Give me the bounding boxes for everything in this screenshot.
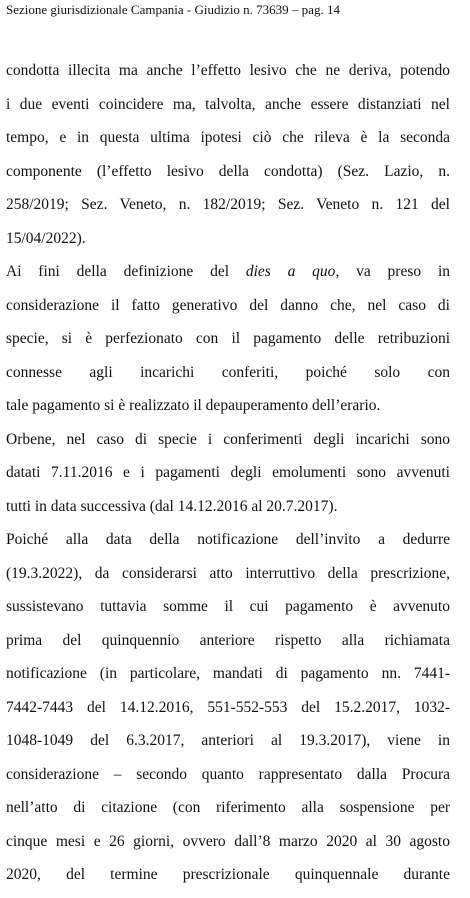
- text-line: [6, 255, 450, 289]
- text-line: (19.3.2022), da considerarsi atto interruttivo della prescrizione,: [6, 564, 450, 582]
- text-line: specie, si è perfezionato con il pagamento delle retribuzioni: [6, 330, 450, 347]
- text-line: 258/2019; Sez. Veneto, n. 182/2019; Sez. Veneto n. 121 del: [6, 196, 450, 213]
- text-line: condotta illecita ma anche l’effetto lesivo che ne deriva, potendo: [6, 62, 450, 79]
- text-line: considerazione il fatto generativo del danno che, nel caso di: [6, 296, 450, 314]
- text-line: Orbene, nel caso di specie i conferimenti degli incarichi sono: [6, 430, 450, 448]
- text-line: nell’atto di citazione (con riferimento alla sospensione per: [6, 799, 450, 816]
- text-line: componente (l’effetto lesivo della condotta) (Sez. Lazio, n.: [6, 162, 450, 180]
- text-line: connesse agli incarichi conferiti, poiché solo con: [6, 363, 450, 381]
- text-line: 15/04/2022).: [6, 229, 86, 247]
- text-line: 7442-7443 del 14.12.2016, 551-552-553 del 15.2.2017, 1032-: [6, 698, 450, 716]
- text-segment: , va preso in: [335, 263, 450, 280]
- text-line: tutti in data successiva (dal 14.12.2016 al 20.7.2017).: [6, 497, 338, 515]
- text-line: cinque mesi e 26 giorni, ovvero dall’8 marzo 2020 al 30 agosto: [6, 832, 450, 850]
- body-text: [6, 54, 450, 892]
- text-line: datati 7.11.2016 e i pagamenti degli emolumenti sono avvenuti: [6, 464, 450, 481]
- text-line: Poiché alla data della notificazione dell’invito a dedurre: [6, 531, 450, 548]
- text-line: sussistevano tuttavia somme il cui pagamento è avvenuto: [6, 598, 450, 615]
- page-header: Sezione giurisdizionale Campania - Giudizio n. 73639 – pag. 14: [6, 2, 340, 17]
- italic-latin-term: dies a quo: [245, 263, 336, 280]
- text-line: prima del quinquennio anteriore rispetto alla richiamata: [6, 631, 450, 649]
- text-line: tempo, e in questa ultima ipotesi ciò che rileva è la seconda: [6, 129, 450, 146]
- text-line: tale pagamento si è realizzato il depauperamento dell’erario.: [6, 397, 381, 414]
- text-line: considerazione – secondo quanto rappresentato dalla Procura: [6, 765, 450, 783]
- text-line: notificazione (in particolare, mandati di pagamento nn. 7441-: [6, 665, 450, 682]
- text-segment: Ai fini della definizione del: [6, 263, 246, 280]
- text-line: 1048-1049 del 6.3.2017, anteriori al 19.3.2017), viene in: [6, 732, 450, 749]
- text-line: 2020, del termine prescrizionale quinquennale durante: [6, 866, 450, 883]
- text-line: i due eventi coincidere ma, talvolta, anche essere distanziati nel: [6, 95, 450, 113]
